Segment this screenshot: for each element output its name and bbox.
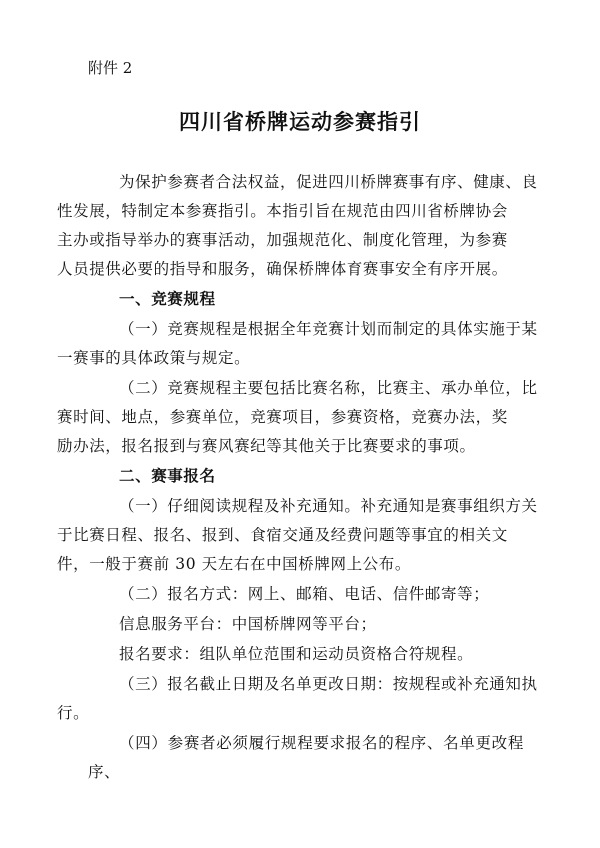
text-line: （一）竞赛规程是根据全年竞赛计划而制定的具体实施于某 xyxy=(119,320,538,338)
text-line: 件，一般于赛前 30 天左右在中国桥牌网上公布。 xyxy=(57,555,411,573)
text-line: 人员提供必要的指导和服务，确保桥牌体育赛事安全有序开展。 xyxy=(57,260,508,278)
rules-paragraph-2 xyxy=(57,374,538,461)
registration-procedure: （四）参赛者必须履行规程要求报名的程序、名单更改程序、 xyxy=(88,734,524,781)
section-heading-registration: 二、赛事报名 xyxy=(119,467,216,485)
registration-paragraph-1 xyxy=(57,492,538,579)
registration-requirements: 报名要求：组队单位范围和运动员资格合符规程。 xyxy=(119,645,474,663)
text-line: 赛时间、地点，参赛单位，竞赛项目，参赛资格，竞赛办法，奖 xyxy=(57,408,508,426)
text-line: 主办或指导举办的赛事活动，加强规范化、制度化管理，为参赛 xyxy=(57,231,508,249)
section-heading-rules: 一、竞赛规程 xyxy=(119,290,216,308)
text-line: 于比赛日程、报名、报到、食宿交通及经费问题等事宜的相关文 xyxy=(57,526,508,544)
rules-paragraph-1 xyxy=(57,315,538,373)
intro-paragraph xyxy=(57,168,538,284)
text-line: 性发展，特制定本参赛指引。本指引旨在规范由四川省桥牌协会 xyxy=(57,202,508,220)
text-line: 一赛事的具体政策与规定。 xyxy=(57,349,251,367)
text-line: 行。 xyxy=(57,704,90,722)
registration-method: （二）报名方式：网上、邮箱、电话、信件邮寄等； xyxy=(119,585,490,603)
text-line: （一）仔细阅读规程及补充通知。补充通知是赛事组织方关 xyxy=(119,497,538,515)
text-line: （三）报名截止日期及名单更改日期：按规程或补充通知执 xyxy=(119,675,538,693)
document-title: 四川省桥牌运动参赛指引 xyxy=(179,109,421,134)
text-line: 为保护参赛者合法权益，促进四川桥牌赛事有序、健康、良 xyxy=(119,173,538,191)
attachment-label: 附件 2 xyxy=(88,59,133,77)
registration-deadline xyxy=(57,670,538,728)
document-body xyxy=(57,168,538,788)
text-line: （二）竞赛规程主要包括比赛名称，比赛主、承办单位，比 xyxy=(119,379,538,397)
text-line: 励办法，报名报到与赛风赛纪等其他关于比赛要求的事项。 xyxy=(57,437,476,455)
info-platform: 信息服务平台：中国桥牌网等平台； xyxy=(119,615,377,633)
